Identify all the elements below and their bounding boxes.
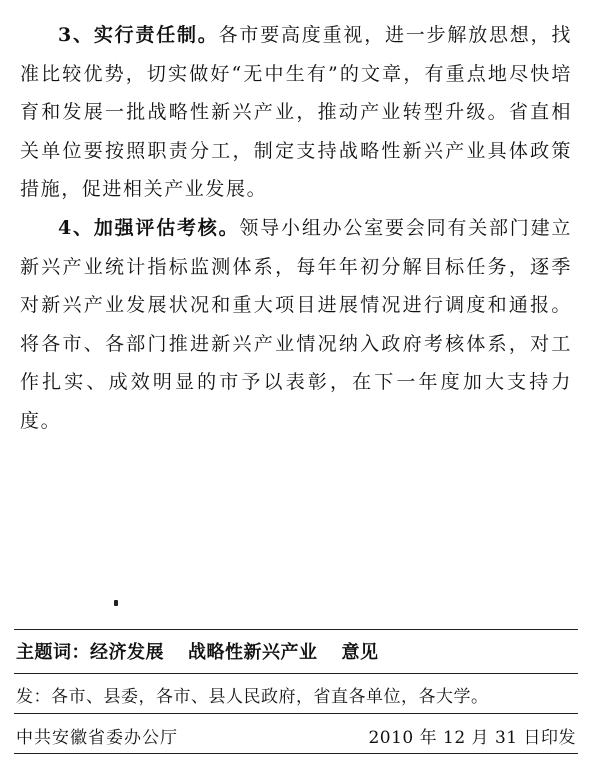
issuing-office: 中共安徽省委办公厅 (16, 728, 178, 748)
issue-date: 2010 年 12 月 31 日印发 (368, 728, 576, 748)
subject-keyword: 意见 (341, 642, 379, 663)
divider-top (14, 629, 578, 630)
paragraph-body: 各市要高度重视，进一步解放思想，找准比较优势，切实做好“无中生有”的文章，有重点地尽快培育和发展一批战略性新兴产业，推动产业转型升级。省直相关单位要按照职责分工，制定支持战略性新兴产业具体政策措施，促进相关产业发展。 (20, 24, 572, 201)
divider-subject (14, 673, 578, 674)
subject-words (16, 638, 379, 664)
divider-distribution (14, 713, 578, 714)
body-text (20, 16, 572, 441)
subject-keyword: 战略性新兴产业 (188, 642, 318, 663)
paragraph-heading: 3、实行责任制。 (58, 24, 219, 46)
paragraph-body: 领导小组办公室要会同有关部门建立新兴产业统计指标监测体系，每年年初分解目标任务，逐季对新兴产业发展状况和重大项目进展情况进行调度和通报。将各市、各部门推进新兴产业情况纳入政府考核体系，对工作扎实、成效明显的市予以表彰，在下一年度加大支持力度。 (20, 216, 573, 432)
paragraph-heading: 4、加强评估考核。 (58, 216, 240, 239)
distribution-list: 发：各市、县委，各市、县人民政府，省直各单位，各大学。 (16, 687, 489, 707)
scan-speck (114, 600, 118, 606)
divider-bottom (14, 753, 578, 754)
paragraph-responsibility (20, 16, 572, 209)
subject-label: 主题词：经济发展 (16, 642, 164, 663)
paragraph-assessment (20, 209, 572, 441)
